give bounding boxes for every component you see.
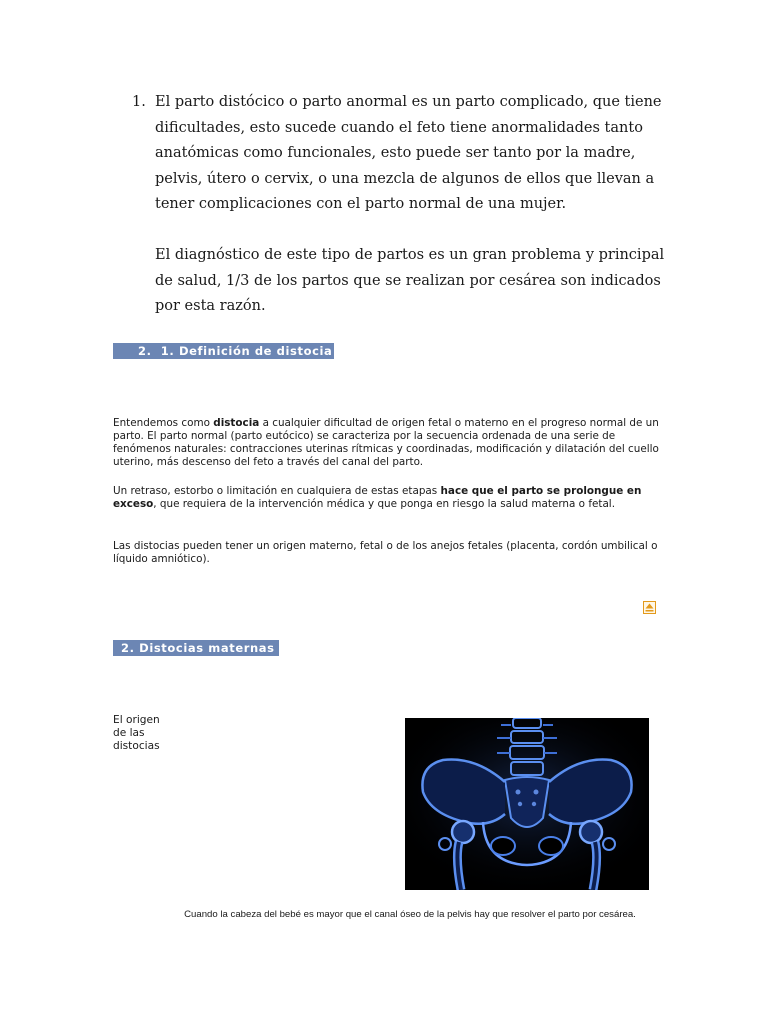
section-heading-number: 2. (138, 344, 152, 358)
definition-paragraph-3: Las distocias pueden tener un origen materno, fetal o de los anejos fetales (placenta, cordón umbilical o líquido amniótico). (113, 540, 658, 565)
text-run: , que requiera de la intervención médica y que ponga en riesgo la salud materna o fetal. (153, 497, 615, 510)
text-run: a cualquier dificultad de origen fetal o materno en el progreso normal de un parto. El parto normal (parto eutócico) se caracteriza por la secuencia ordenada de una serie de fenómenos naturales: contracciones uterinas rítmicas y coordinadas, modificación y dilatación del cuello uterino, más descenso del feto a través del canal del parto. (113, 417, 659, 468)
numbered-list-item (128, 90, 668, 320)
text-run: Un retraso, estorbo o limitación en cualquiera de estas etapas (113, 485, 441, 497)
list-number: 1. (132, 94, 146, 110)
pelvis-xray-image (405, 718, 649, 890)
list-paragraph-1: El parto distócico o parto anormal es un parto complicado, que tiene dificultades, esto sucede cuando el feto tiene anormalidades tanto anatómicas como funcionales, esto puede ser tanto por la madre, pelvis, útero o cervix, o una mezcla de algunos de ellos que llevan a tener complicaciones con el parto normal de una mujer. (155, 94, 662, 213)
section-heading-distocias-maternas (113, 640, 279, 656)
definition-paragraph-2 (113, 485, 663, 511)
bold-term: distocia (213, 417, 260, 429)
list-paragraph-2: El diagnóstico de este tipo de partos es un gran problema y principal de salud, 1/3 de los partos que se realizan por cesárea son indicados por esta razón. (155, 246, 665, 315)
image-caption: Cuando la cabeza del bebé es mayor que el canal óseo de la pelvis hay que resolver el parto por cesárea. (184, 909, 636, 920)
section-heading-definicion (113, 343, 334, 359)
definition-paragraph-1 (113, 417, 663, 469)
text-run: Entendemos como (113, 417, 214, 429)
section-heading-title: 1. Definición de distocia (160, 344, 333, 358)
section-heading-title: 2. Distocias maternas (121, 641, 275, 655)
bold-term: hace que el parto se prolongue en exceso (113, 485, 642, 510)
origin-text: El origen de las distocias (113, 714, 160, 752)
back-to-top-icon[interactable] (643, 601, 656, 614)
